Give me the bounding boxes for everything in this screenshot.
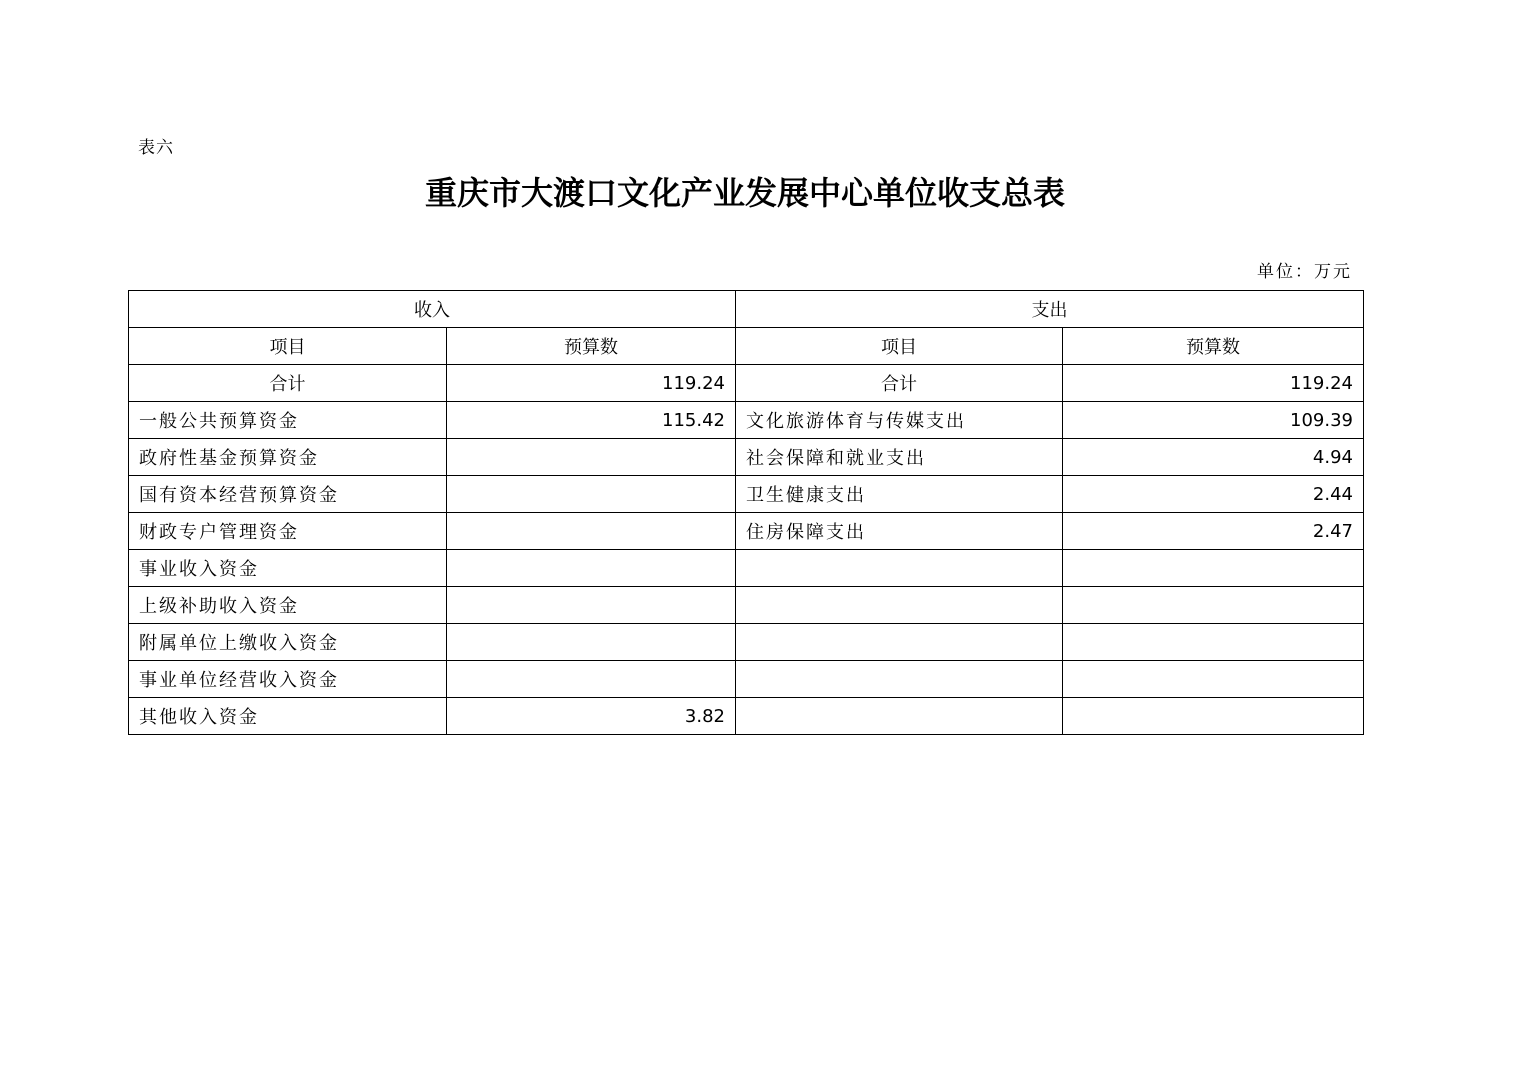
expense-total-label: 合计 (736, 365, 1063, 402)
income-item: 事业收入资金 (129, 550, 447, 587)
income-total-value: 119.24 (447, 365, 736, 402)
income-item: 国有资本经营预算资金 (129, 476, 447, 513)
expense-value: 2.47 (1063, 513, 1364, 550)
expense-budget-column-header: 预算数 (1063, 328, 1364, 365)
table-row (129, 587, 1364, 624)
income-value: 3.82 (447, 698, 736, 735)
income-value (447, 513, 736, 550)
expense-value: 2.44 (1063, 476, 1364, 513)
table-row (129, 402, 1364, 439)
unit-label: 单位：万元 (1257, 262, 1352, 282)
table-row (129, 439, 1364, 476)
page-title: 重庆市大渡口文化产业发展中心单位收支总表 (424, 174, 1065, 212)
expense-value: 109.39 (1063, 402, 1364, 439)
expense-value (1063, 587, 1364, 624)
expense-value (1063, 698, 1364, 735)
income-group-header: 收入 (129, 291, 736, 328)
expense-item: 社会保障和就业支出 (736, 439, 1063, 476)
expense-item (736, 550, 1063, 587)
table-row (129, 476, 1364, 513)
income-item: 附属单位上缴收入资金 (129, 624, 447, 661)
table-row (129, 661, 1364, 698)
income-budget-column-header: 预算数 (447, 328, 736, 365)
expense-value: 4.94 (1063, 439, 1364, 476)
expense-item (736, 624, 1063, 661)
expense-value (1063, 624, 1364, 661)
expense-item (736, 661, 1063, 698)
income-item: 政府性基金预算资金 (129, 439, 447, 476)
expense-item (736, 587, 1063, 624)
expense-group-header: 支出 (736, 291, 1364, 328)
expense-value (1063, 550, 1364, 587)
income-value (447, 587, 736, 624)
column-header-row (129, 328, 1364, 365)
expense-item: 卫生健康支出 (736, 476, 1063, 513)
income-value (447, 550, 736, 587)
group-header-row (129, 291, 1364, 328)
income-value (447, 661, 736, 698)
income-expense-summary-table (128, 290, 1364, 735)
expense-item-column-header: 项目 (736, 328, 1063, 365)
income-value (447, 476, 736, 513)
table-row (129, 513, 1364, 550)
expense-total-value: 119.24 (1063, 365, 1364, 402)
income-item: 其他收入资金 (129, 698, 447, 735)
income-item: 财政专户管理资金 (129, 513, 447, 550)
income-item-column-header: 项目 (129, 328, 447, 365)
expense-item: 住房保障支出 (736, 513, 1063, 550)
expense-item (736, 698, 1063, 735)
expense-item: 文化旅游体育与传媒支出 (736, 402, 1063, 439)
table-row (129, 698, 1364, 735)
income-item: 事业单位经营收入资金 (129, 661, 447, 698)
income-item: 上级补助收入资金 (129, 587, 447, 624)
total-row (129, 365, 1364, 402)
income-value (447, 624, 736, 661)
expense-value (1063, 661, 1364, 698)
income-value: 115.42 (447, 402, 736, 439)
income-value (447, 439, 736, 476)
income-total-label: 合计 (129, 365, 447, 402)
table-row (129, 624, 1364, 661)
table-number-label: 表六 (138, 138, 174, 158)
table-row (129, 550, 1364, 587)
income-item: 一般公共预算资金 (129, 402, 447, 439)
